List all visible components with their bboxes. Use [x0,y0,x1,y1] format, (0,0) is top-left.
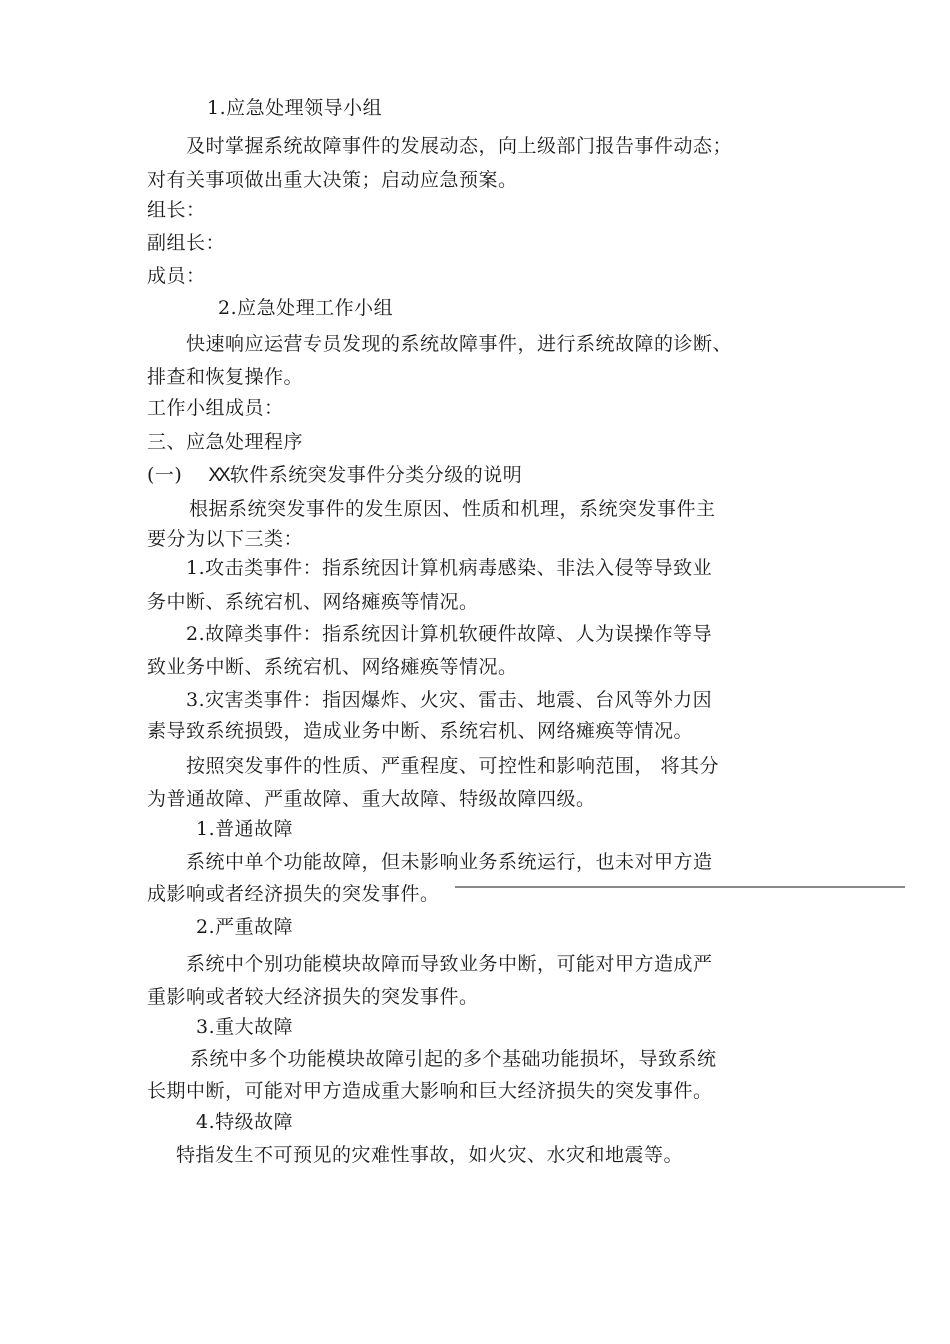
paragraph-line: 成影响或者经济损失的突发事件。 [147,883,440,905]
subsection-prefix: XX [208,465,228,486]
paragraph-line: 务中断、系统宕机、网络瘫痪等情况。 [147,591,479,613]
paragraph-line: 为普通故障、严重故障、重大故障、特级故障四级。 [147,788,596,810]
subsection-number: (一) [147,464,183,486]
heading-major-fault: 3.重大故障 [196,1016,294,1038]
heading-normal-fault: 1.普通故障 [196,818,294,840]
paragraph-line: 要分为以下三类： [147,528,304,550]
heading-working-group: 2.应急处理工作小组 [218,297,394,319]
list-item-attack-events: 1.攻击类事件：指系统因计算机病毒感染、非法入侵等导致业 [186,557,713,579]
label-deputy-leader: 副组长： [147,232,226,254]
paragraph-line: 对有关事项做出重大决策；启动应急预案。 [147,169,518,191]
list-item-fault-events: 2.故障类事件：指系统因计算机软硬件故障、人为误操作等导 [186,623,713,645]
label-working-group-members: 工作小组成员： [147,397,284,419]
list-item-disaster-events: 3.灾害类事件：指因爆炸、火灾、雷击、地震、台风等外力因 [186,689,713,711]
paragraph-line: 系统中单个功能故障，但未影响业务系统运行，也未对甲方造 [186,851,713,873]
paragraph-line: 按照突发事件的性质、严重程度、可控性和影响范围， 将其分 [186,755,720,777]
paragraph-line: 排查和恢复操作。 [147,366,304,388]
paragraph-line: 系统中多个功能模块故障引起的多个基础功能损坏，导致系统 [190,1048,717,1070]
label-leader: 组长： [147,199,206,221]
horizontal-rule [455,886,905,888]
paragraph-line: 重影响或者较大经济损失的突发事件。 [147,986,479,1008]
subsection-title: 软件系统突发事件分类分级的说明 [229,464,523,486]
heading-critical-fault: 4.特级故障 [196,1111,294,1133]
paragraph-line: 快速响应运营专员发现的系统故障事件，进行系统故障的诊断、 [186,333,733,355]
paragraph-line: 及时掌握系统故障事件的发展动态，向上级部门报告事件动态； [186,135,733,157]
paragraph-line: 系统中个别功能模块故障而导致业务中断，可能对甲方造成严 [186,953,713,975]
label-members: 成员： [147,265,206,287]
subsection-heading [147,463,522,488]
paragraph-line: 根据系统突发事件的发生原因、性质和机理，系统突发事件主 [189,498,716,520]
heading-leadership-group: 1.应急处理领导小组 [207,97,383,119]
paragraph-line: 致业务中断、系统宕机、网络瘫痪等情况。 [147,656,518,678]
paragraph-line: 特指发生不可预见的灾难性事故，如火灾、水灾和地震等。 [176,1144,684,1166]
section-heading: 三、应急处理程序 [147,431,304,453]
paragraph-line: 素导致系统损毁，造成业务中断、系统宕机、网络瘫痪等情况。 [147,720,694,742]
paragraph-line: 长期中断，可能对甲方造成重大影响和巨大经济损失的突发事件。 [147,1080,713,1102]
heading-serious-fault: 2.严重故障 [196,916,294,938]
